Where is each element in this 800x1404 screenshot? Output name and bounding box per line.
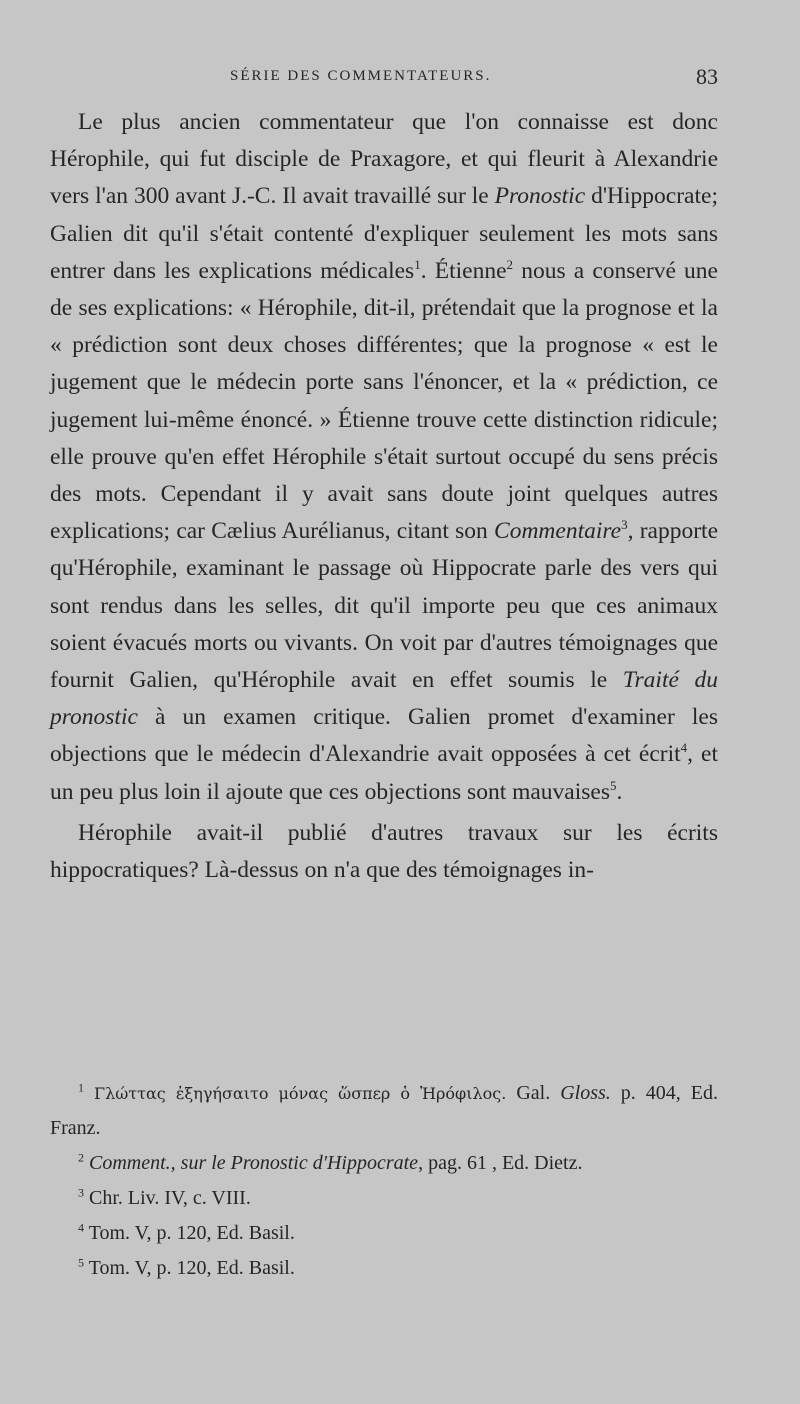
footnote-number: 2 bbox=[78, 1150, 84, 1165]
page-header bbox=[50, 64, 718, 94]
footnote-5 bbox=[50, 1251, 718, 1286]
greek-quote: Γλώττας ἐξηγήσαιτο μόνας ὥσπερ ὁ Ἡρόφιλος. bbox=[94, 1084, 507, 1103]
paragraph-2: Hérophile avait-il publié d'autres travaux sur les écrits hippocratiques? Là-dessus on n'a que des témoignages in- bbox=[50, 819, 718, 884]
footnote-ref: 5 bbox=[609, 777, 617, 793]
text-run: Le plus ancien commentateur que l'on connaisse est donc Hérophile, qui fut disciple de Praxagore, et qui fleurit à Alexandrie vers l'an 300 avant J.-C. Il avait travaillé sur le bbox=[50, 109, 718, 210]
page-number: 83 bbox=[696, 64, 718, 89]
footnote-number: 4 bbox=[78, 1220, 84, 1235]
text-run: Chr. Liv. IV, c. VIII. bbox=[89, 1187, 251, 1209]
italic-title: Comment., sur le Pronostic d'Hippocrate bbox=[89, 1152, 419, 1174]
text-run: p. 404, Ed. Franz. bbox=[50, 1082, 719, 1139]
italic-title: Traité du pronostic bbox=[50, 667, 718, 731]
text-run: . Étienne bbox=[420, 257, 507, 284]
body-text bbox=[50, 104, 718, 889]
footnote-number: 5 bbox=[78, 1255, 84, 1270]
text-run: Gal. bbox=[506, 1082, 561, 1104]
footnotes bbox=[50, 1076, 718, 1286]
italic-title: Commentaire bbox=[494, 518, 622, 545]
footnote-ref: 3 bbox=[621, 517, 628, 533]
footnote-ref: 4 bbox=[680, 740, 688, 756]
footnote-number: 1 bbox=[78, 1080, 84, 1095]
footnote-ref: 1 bbox=[414, 256, 421, 272]
text-run: Tom. V, p. 120, Ed. Basil. bbox=[88, 1222, 295, 1244]
text-run: , et un peu plus loin il ajoute que ces objections sont mauvaises bbox=[50, 741, 718, 805]
text-run: d'Hippocrate; Galien dit qu'il s'était contenté d'expliquer seulement les mots sans entrer dans les explications médicales bbox=[50, 183, 718, 284]
text-run: , rapporte qu'Hérophile, examinant le passage où Hippocrate parle des vers qui sont rendus dans les selles, dit qu'il importe peu que ces animaux soient évacués morts ou vivants. On voit par d'autres témoignages que fournit Galien, qu'Hérophile avait en effet soumis le bbox=[50, 518, 718, 694]
text-run: nous a conservé une de ses explications: « Hérophile, dit-il, prétendait que la prognose et la « prédiction sont deux choses différentes; que la prognose « est le jugement que le médecin porte sans l'énoncer, et la « prédiction, ce jugement lui-même énoncé. » Étienne trouve cette distinction ridicule; elle prouve qu'en effet Hérophile s'était surtout occupé du sens précis des mots. Cependant il y avait sans doute joint quelques autres explications; car Cælius Aurélianus, citant son bbox=[50, 257, 718, 545]
footnote-4 bbox=[50, 1216, 718, 1251]
paragraph-1 bbox=[50, 104, 718, 811]
text-run: , pag. 61 , Ed. Dietz. bbox=[418, 1152, 583, 1174]
footnote-number: 3 bbox=[78, 1185, 84, 1200]
italic-title: Pronostic bbox=[494, 183, 586, 210]
footnote-2 bbox=[50, 1146, 718, 1181]
footnote-3 bbox=[50, 1181, 718, 1216]
italic-title: Gloss. bbox=[560, 1082, 611, 1104]
text-run: Tom. V, p. 120, Ed. Basil. bbox=[88, 1257, 295, 1279]
running-head: SÉRIE DES COMMENTATEURS. bbox=[230, 68, 492, 84]
footnote-1 bbox=[50, 1076, 718, 1146]
text-run: . bbox=[616, 778, 623, 805]
footnote-ref: 2 bbox=[506, 256, 514, 272]
text-run: à un examen critique. Galien promet d'examiner les objections que le médecin d'Alexandrie avait opposées à cet écrit bbox=[50, 704, 718, 768]
